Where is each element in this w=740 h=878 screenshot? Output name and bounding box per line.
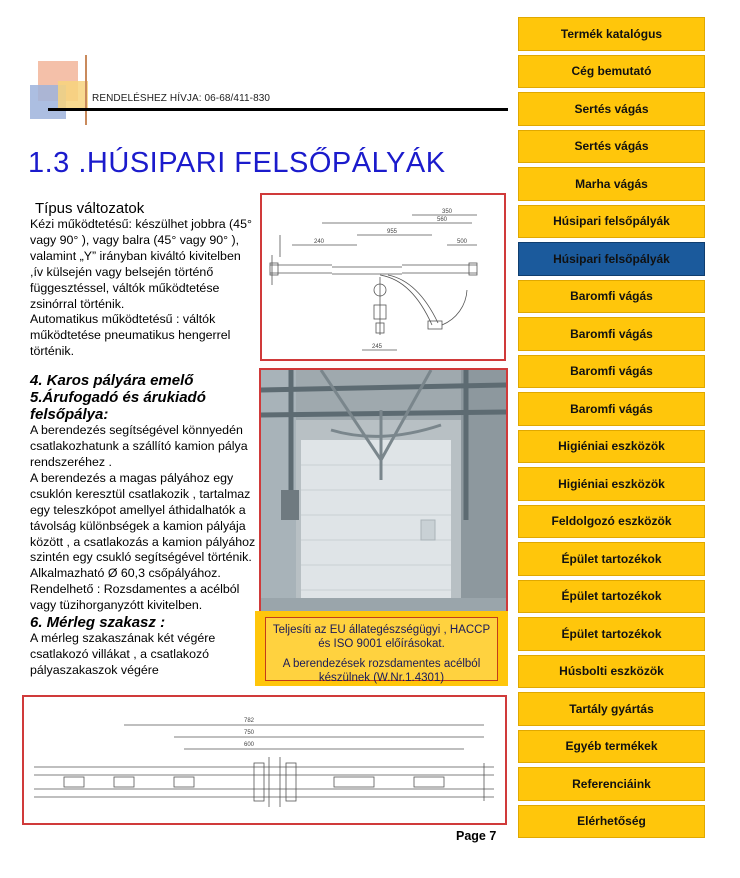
nav-item[interactable]: Épület tartozékok — [518, 617, 705, 651]
dim-label: 600 — [244, 742, 255, 748]
company-logo — [30, 55, 100, 125]
nav-item[interactable]: Baromfi vágás — [518, 317, 705, 351]
order-phone-text: RENDELÉSHEZ HÍVJA: 06-68/411-830 — [92, 93, 271, 104]
nav-item[interactable]: Baromfi vágás — [518, 355, 705, 389]
dim-label: 350 — [442, 209, 453, 215]
page-number: Page 7 — [456, 829, 497, 843]
dim-label: 500 — [457, 239, 468, 245]
dim-label: 240 — [314, 239, 325, 245]
nav-item[interactable]: Húsipari felsőpályák — [518, 242, 705, 276]
nav-item[interactable]: Sertés vágás — [518, 92, 705, 126]
paragraph-automatic: Automatikus működtetésű : váltók működtetése pneumatikus hengerrel történik. — [30, 312, 231, 359]
track-installation-photo — [259, 368, 508, 613]
nav-item[interactable]: Termék katalógus — [518, 17, 705, 51]
switch-technical-drawing — [260, 193, 506, 361]
nav-item[interactable]: Feldolgozó eszközök — [518, 505, 705, 539]
nav-item[interactable]: Baromfi vágás — [518, 392, 705, 426]
nav-item[interactable]: Épület tartozékok — [518, 580, 705, 614]
paragraph-scale: A mérleg szakaszának két végére csatlakozó villákat , a csatlakozó pályaszakaszok végére — [30, 631, 216, 677]
nav-item[interactable]: Épület tartozékok — [518, 542, 705, 576]
subtitle-type-variants: Típus változatok — [35, 200, 145, 217]
header-divider — [48, 108, 508, 111]
nav-item[interactable]: Húsipari felsőpályák — [518, 205, 705, 239]
dim-label: 955 — [387, 229, 398, 235]
paragraph-applicable: Alkalmazható Ø 60,3 csőpályához. — [30, 566, 221, 581]
page-title: 1.3 .HÚSIPARI FELSŐPÁLYÁK — [28, 147, 446, 179]
scale-section-drawing — [22, 695, 507, 825]
heading-lever-lifter: 4. Karos pályára emelő — [30, 372, 194, 390]
dim-label: 782 — [244, 718, 255, 724]
nav-item[interactable]: Marha vágás — [518, 167, 705, 201]
dim-label: 750 — [244, 730, 255, 736]
sidebar-navigation — [518, 17, 705, 842]
dim-label: 245 — [372, 344, 383, 350]
paragraph-manual: Kézi működtetésű: készülhet jobbra (45° vagy 90° ), vagy balra (45° vagy 90° ), valamint „Y” irányban kiváltó kivitelben ,ív külsején vagy belsején történő függesztéssel, váltók működtetése zsinórral történik. — [30, 217, 252, 311]
dim-label: 560 — [437, 217, 448, 223]
paragraph-orderable: Rendelhető : Rozsdamentes a acélból vagy tüzihorganyzótt kivitelben. — [30, 582, 240, 613]
nav-item[interactable]: Cég bemutató — [518, 55, 705, 89]
heading-receiving-track: 5.Árufogadó és árukiadó felsőpálya: — [30, 389, 206, 424]
nav-item[interactable]: Elérhetőség — [518, 805, 705, 839]
nav-item[interactable]: Higiéniai eszközök — [518, 430, 705, 464]
compliance-notice — [265, 617, 498, 684]
nav-item[interactable]: Tartály gyártás — [518, 692, 705, 726]
nav-item[interactable]: Higiéniai eszközök — [518, 467, 705, 501]
nav-item[interactable]: Referenciáink — [518, 767, 705, 801]
nav-item[interactable]: Húsbolti eszközök — [518, 655, 705, 689]
nav-item[interactable]: Baromfi vágás — [518, 280, 705, 314]
nav-item[interactable]: Egyéb termékek — [518, 730, 705, 764]
paragraph-receiving-2: A berendezés a magas pályához egy csuklón keresztül csatlakozik , tartalmaz egy teleszkópot amellyel áthidalhatók a távolság különbségek a kamion pályája között , a csatlakozás a kamion pályához szintén egy csukló segítségével történik. — [30, 470, 256, 565]
heading-scale-section: 6. Mérleg szakasz : — [30, 614, 166, 632]
nav-item[interactable]: Sertés vágás — [518, 130, 705, 164]
paragraph-receiving-1: A berendezés segítségével könnyedén csatlakozhatunk a szállító kamion pálya rendszeréhez . — [30, 423, 248, 469]
content-column — [30, 200, 256, 679]
notice-stainless-steel: A berendezések rozsdamentes acélból készülnek (W.Nr.1.4301) — [282, 658, 481, 684]
notice-eu-compliance: Teljesíti az EU állategészségügyi , HACCP és ISO 9001 előírásokat. — [272, 624, 491, 650]
